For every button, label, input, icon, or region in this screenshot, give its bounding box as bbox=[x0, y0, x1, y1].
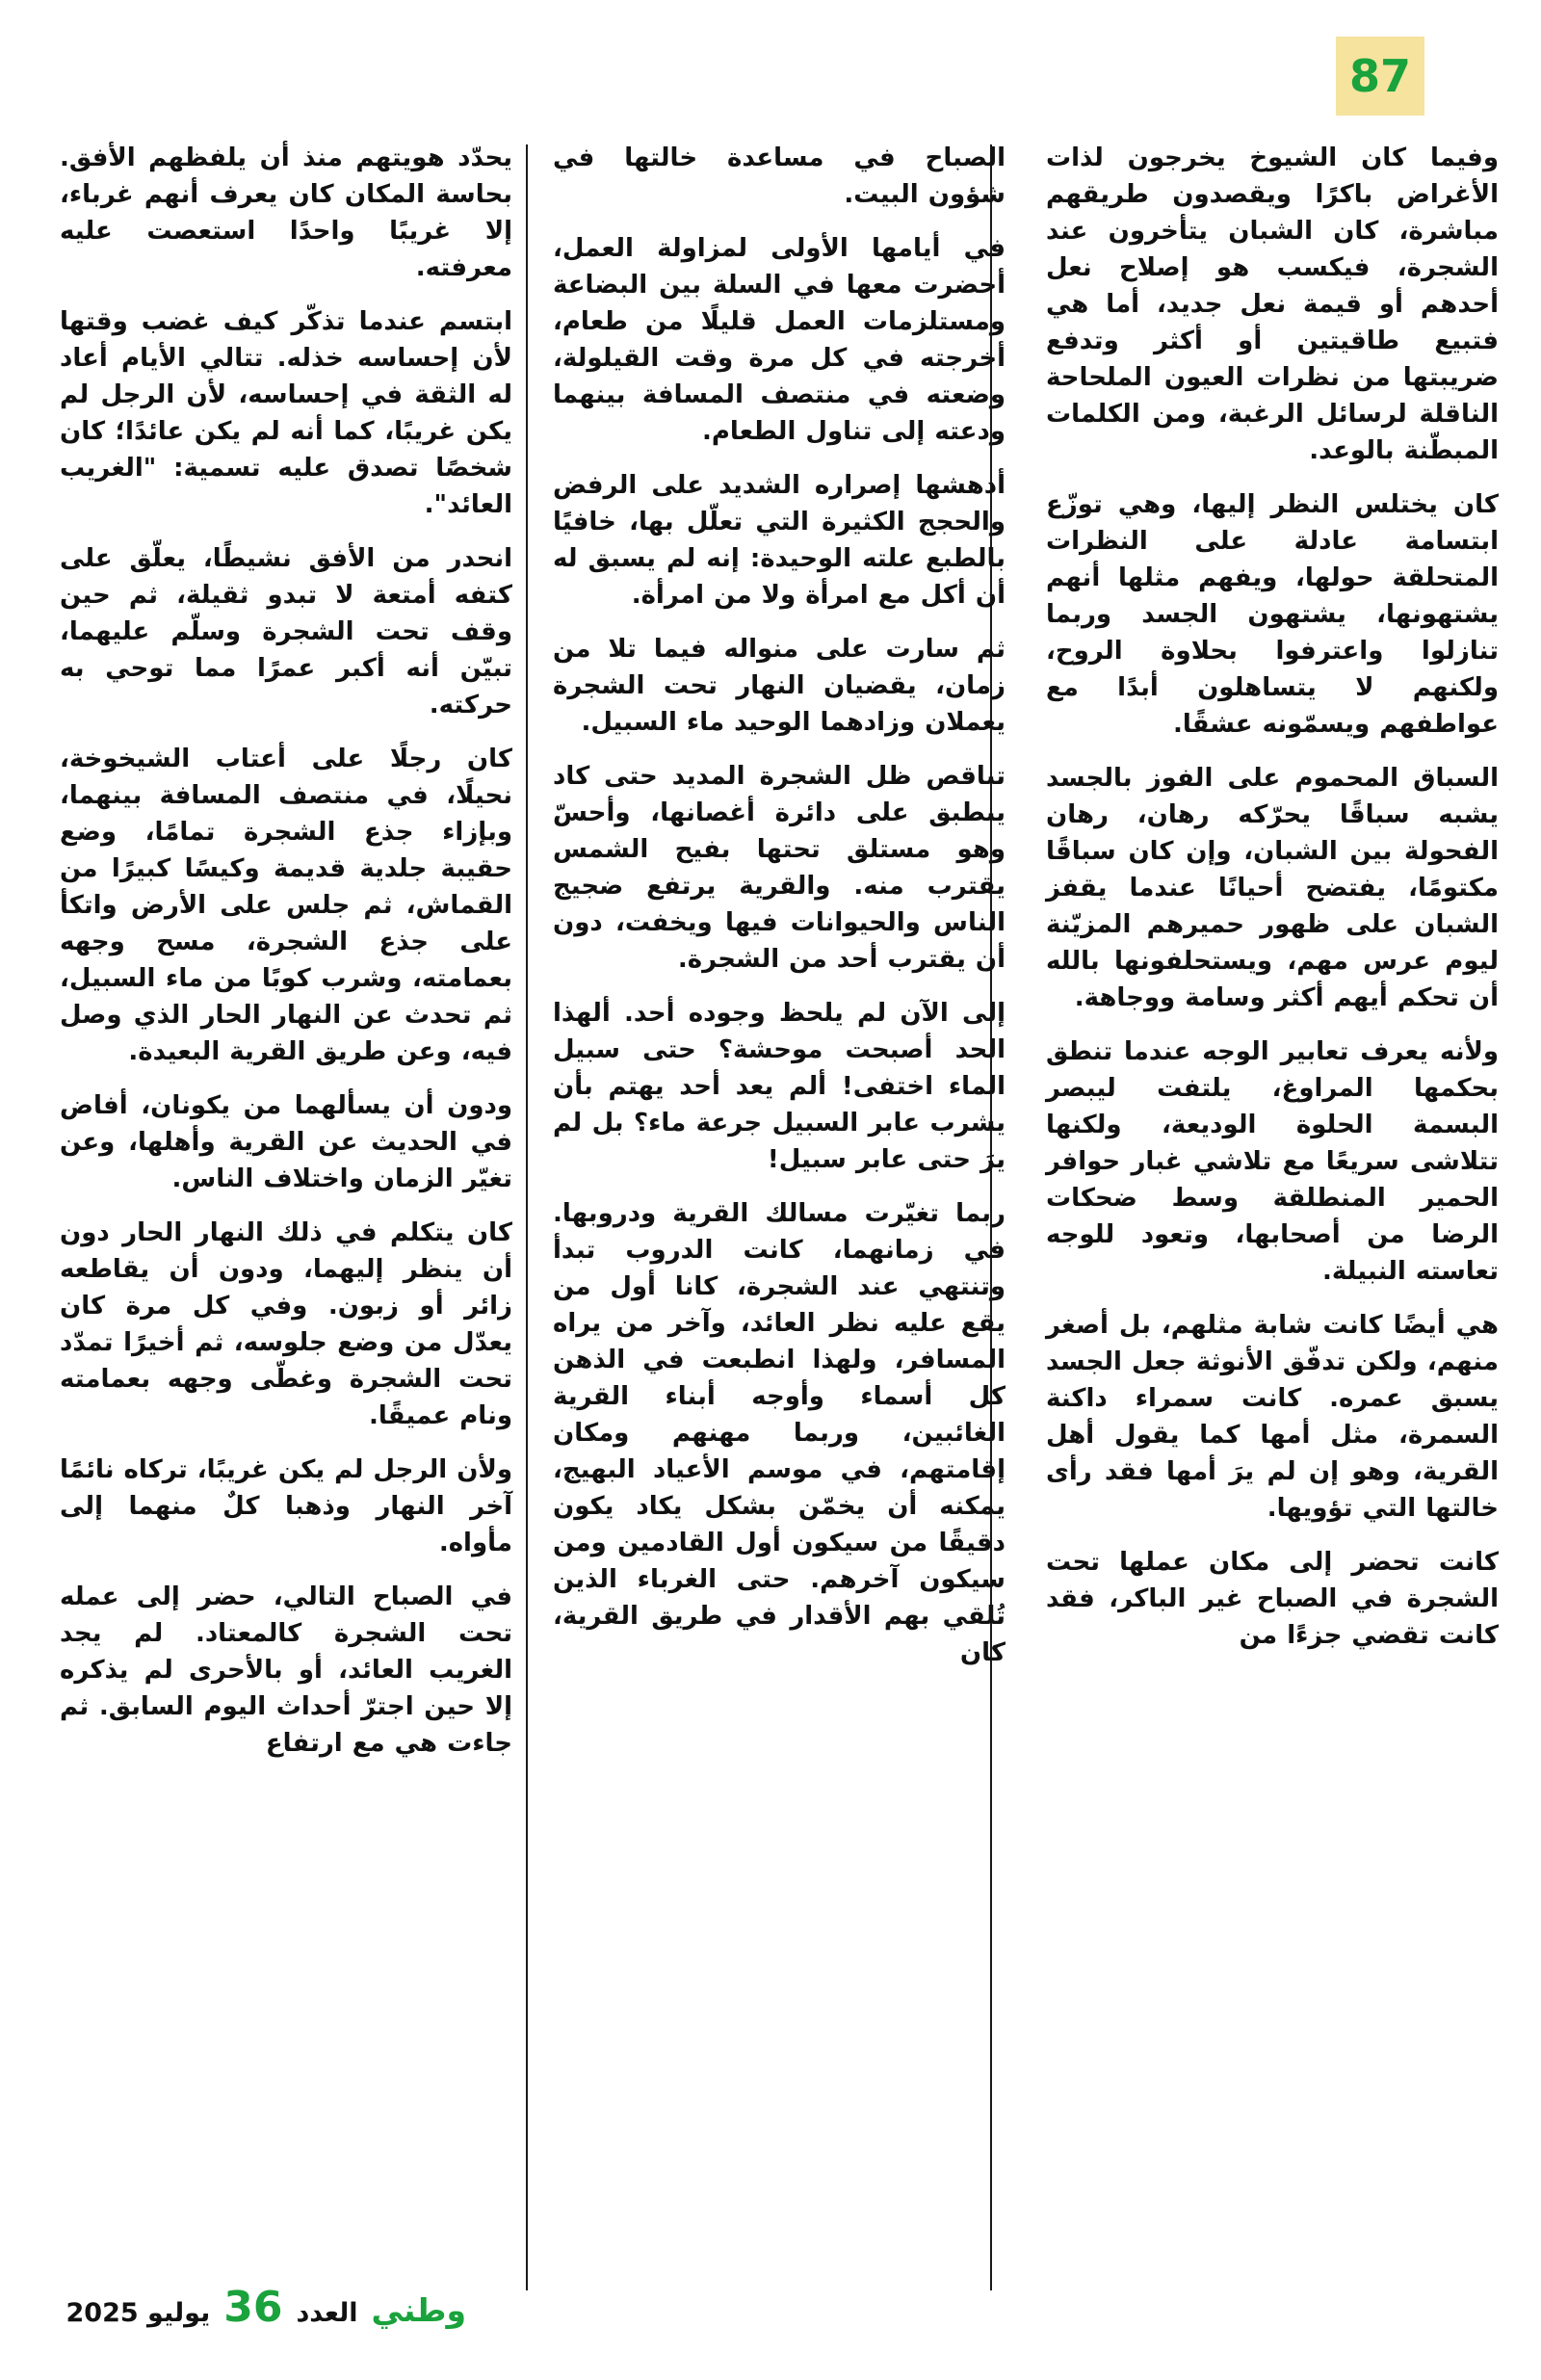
article-paragraph: ثم سارت على منواله فيما تلا من زمان، يقضيان النهار تحت الشجرة يعملان وزادهما الوحيد ماء السبيل. bbox=[553, 635, 1006, 737]
article-column-right bbox=[1046, 140, 1499, 1779]
article-paragraph: هي أيضًا كانت شابة مثلهم، بل أصغر منهم، ولكن تدفّق الأنوثة جعل الجسد يسبق عمره. كانت سمراء داكنة السمرة، مثل أمها كما يقول أهل القرية، وهو إن لم يرَ أمها فقد رأى خالتها التي تؤويها. bbox=[1046, 1311, 1499, 1523]
article-paragraph: السباق المحموم على الفوز بالجسد يشبه سباقًا يحرّكه رهان، رهان الفحولة بين الشبان، وإن كان سباقًا مكتومًا، يفتضح أحيانًا عندما يقفز الشبان على ظهور حميرهم المزيّنة ليوم عرس مهم، ويستحلفونها بالله أن تحكم أيهم أكثر وسامة ووجاهة. bbox=[1046, 764, 1499, 1012]
page-number-badge bbox=[1336, 37, 1424, 116]
issue-date: يوليو 2025 bbox=[65, 2298, 211, 2328]
article-paragraph: يحدّد هويتهم منذ أن يلفظهم الأفق. بحاسة المكان كان يعرف أنهم غرباء، إلا غريبًا واحدًا استعصت عليه معرفته. bbox=[60, 144, 512, 282]
article-paragraph: ولأن الرجل لم يكن غريبًا، تركاه نائمًا آخر النهار وذهبا كلٌ منهما إلى مأواه. bbox=[60, 1455, 512, 1557]
article-paragraph: في الصباح التالي، حضر إلى عمله تحت الشجرة كالمعتاد. لم يجد الغريب العائد، أو بالأحرى لم يذكره إلا حين اجترّ أحداث اليوم السابق. ثم جاءت هي مع ارتفاع bbox=[60, 1582, 512, 1758]
article-paragraph: انحدر من الأفق نشيطًا، يعلّق على كتفه أمتعة لا تبدو ثقيلة، ثم حين وقف تحت الشجرة وسلّم عليهما، تبيّن أنه أكبر عمرًا مما توحي به حركته. bbox=[60, 544, 512, 719]
article-paragraph: كان رجلًا على أعتاب الشيخوخة، نحيلًا، في منتصف المسافة بينهما، وبإزاء جذع الشجرة تمامًا، وضع حقيبة جلدية قديمة وكيسًا كبيرًا من القماش، ثم جلس على الأرض واتكأ على جذع الشجرة، مسح وجهه بعمامته، وشرب كوبًا من ماء السبيل، ثم تحدث عن النهار الحار الذي وصل فيه، وعن طريق القرية البعيدة. bbox=[60, 745, 512, 1066]
article-paragraph: الصباح في مساعدة خالتها في شؤون البيت. bbox=[553, 144, 1006, 209]
magazine-name: وطني bbox=[371, 2291, 466, 2329]
article-paragraph: ابتسم عندما تذكّر كيف غضب وقتها لأن إحساسه خذله. تتالي الأيام أعاد له الثقة في إحساسه، لأن الرجل لم يكن غريبًا، كما أنه لم يكن عائدًا؛ كان شخصًا تصدق عليه تسمية: "الغريب العائد". bbox=[60, 307, 512, 519]
issue-number: 36 bbox=[223, 2283, 283, 2332]
article-paragraph: كان يتكلم في ذلك النهار الحار دون أن ينظر إليهما، ودون أن يقاطعه زائر أو زبون. وفي كل مرة كان يعدّل من وضع جلوسه، ثم أخيرًا تمدّد تحت الشجرة وغطّى وجهه بعمامته ونام عميقًا. bbox=[60, 1218, 512, 1430]
page-number: 87 bbox=[1348, 50, 1411, 102]
article-paragraph: تناقص ظل الشجرة المديد حتى كاد ينطبق على دائرة أغصانها، وأحسّ وهو مستلق تحتها بفيح الشمس يقترب منه. والقرية يرتفع ضجيج الناس والحيوانات فيها ويخفت، دون أن يقترب أحد من الشجرة. bbox=[553, 762, 1006, 974]
article-paragraph: أدهشها إصراره الشديد على الرفض والحجج الكثيرة التي تعلّل بها، خافيًا بالطبع علته الوحيدة: إنه لم يسبق له أن أكل مع امرأة ولا من امرأة. bbox=[553, 471, 1006, 610]
article-paragraph: ربما تغيّرت مسالك القرية ودروبها. في زمانهما، كانت الدروب تبدأ وتنتهي عند الشجرة، كانا أول من يقع عليه نظر العائد، وآخر من يراه المسافر، ولهذا انطبعت في الذهن كل أسماء وأوجه أبناء القرية الغائبين، وربما مهنهم ومكان إقامتهم، في موسم الأعياد البهيج، يمكنه أن يخمّن بشكل يكاد يكون دقيقًا من سيكون أول القادمين ومن سيكون آخرهم. حتى الغرباء الذين تُلقي بهم الأقدار في طريق القرية، كان bbox=[553, 1199, 1006, 1667]
article-paragraph: ولأنه يعرف تعابير الوجه عندما تنطق بحكمها المراوغ، يلتفت ليبصر البسمة الحلوة الوديعة، ولكنها تتلاشى سريعًا مع تلاشي غبار حوافر الحمير المنطلقة وسط ضحكات الرضا من أصحابها، وتعود للوجه تعاسته النبيلة. bbox=[1046, 1037, 1499, 1286]
article-paragraph: ودون أن يسألهما من يكونان، أفاض في الحديث عن القرية وأهلها، وعن تغيّر الزمان واختلاف الناس. bbox=[60, 1091, 512, 1193]
issue-label: العدد bbox=[296, 2298, 358, 2328]
article-paragraph: في أيامها الأولى لمزاولة العمل، أحضرت معها في السلة بين البضاعة ومستلزمات العمل قليلًا من طعام، أخرجته في كل مرة وقت القيلولة، وضعته في منتصف المسافة بينهما ودعته إلى تناول الطعام. bbox=[553, 234, 1006, 446]
article-paragraph: كان يختلس النظر إليها، وهي توزّع ابتسامة عادلة على النظرات المتحلقة حولها، ويفهم مثلها أنهم يشتهونها، يشتهون الجسد وربما تنازلوا واعترفوا بحلاوة الروح، ولكنهم لا يتساهلون أبدًا مع عواطفهم ويسمّونه عشقًا. bbox=[1046, 490, 1499, 739]
article-paragraph: إلى الآن لم يلحظ وجوده أحد. ألهذا الحد أصبحت موحشة؟ حتى سبيل الماء اختفى! ألم يعد أحد يهتم بأن يشرب عابر السبيل جرعة ماء؟ بل لم يرَ حتى عابر سبيل! bbox=[553, 999, 1006, 1174]
article-body bbox=[60, 140, 1499, 1779]
article-paragraph: وفيما كان الشيوخ يخرجون لذات الأغراض باكرًا ويقصدون طريقهم مباشرة، كان الشبان يتأخرون عند الشجرة، فيكسب هو إصلاح نعل أحدهم أو قيمة نعل جديد، أما هي فتبيع طاقيتين أو أكثر وتدفع ضريبتها من نظرات العيون الملحاحة الناقلة لرسائل الرغبة، ومن الكلمات المبطّنة بالوعد. bbox=[1046, 144, 1499, 465]
article-paragraph: كانت تحضر إلى مكان عملها تحت الشجرة في الصباح غير الباكر، فقد كانت تقضي جزءًا من bbox=[1046, 1548, 1499, 1650]
article-column-left bbox=[60, 140, 512, 1779]
article-column-middle bbox=[553, 140, 1006, 1779]
page-footer bbox=[67, 2283, 466, 2332]
